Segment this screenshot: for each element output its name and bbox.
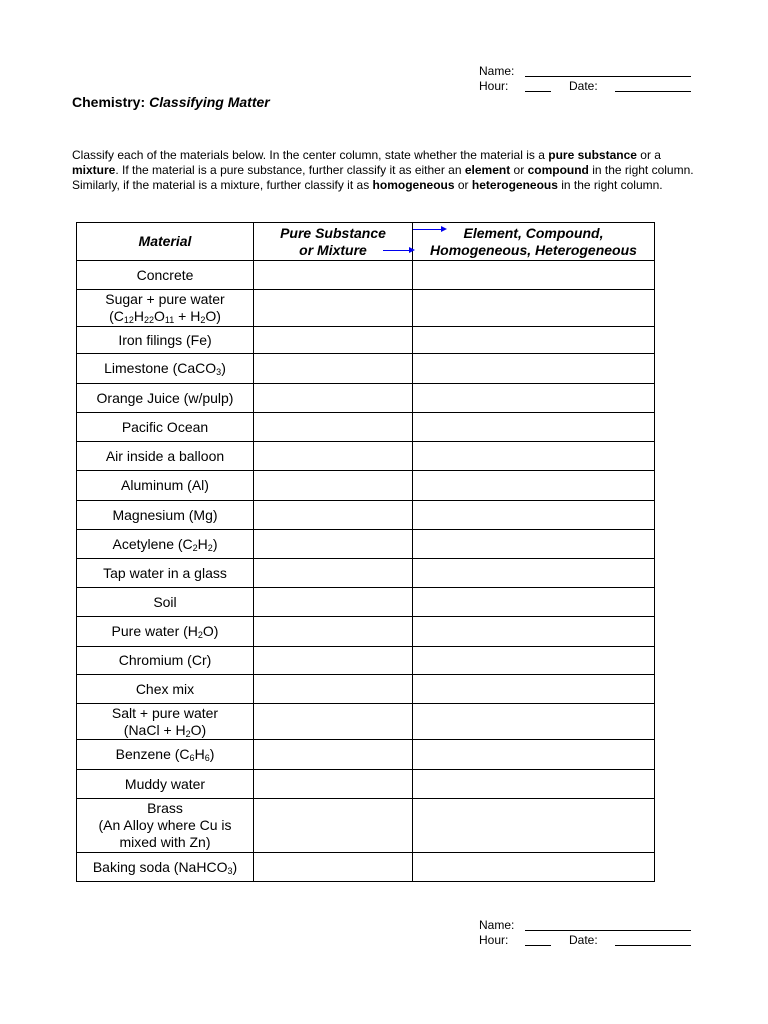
arrow-right-icon <box>413 229 445 230</box>
classification-answer-cell[interactable] <box>413 413 655 442</box>
table-row <box>77 384 655 413</box>
instr-text: or <box>454 178 472 192</box>
classification-answer-cell[interactable] <box>413 799 655 853</box>
name-field[interactable] <box>525 64 691 77</box>
material-cell: Chromium (Cr) <box>77 647 254 675</box>
material-cell: Chex mix <box>77 675 254 704</box>
table-row <box>77 354 655 384</box>
classification-answer-cell[interactable] <box>413 559 655 588</box>
material-cell: Concrete <box>77 261 254 290</box>
table-row <box>77 442 655 471</box>
classification-answer-cell[interactable] <box>413 530 655 559</box>
pure-or-mixture-answer-cell[interactable] <box>254 261 413 290</box>
material-cell: Benzene $(C_6H_6)$ <box>77 740 254 770</box>
material-cell: Muddy water <box>77 770 254 799</box>
material-cell: Tap water in a glass <box>77 559 254 588</box>
table-row <box>77 471 655 501</box>
classification-answer-cell[interactable] <box>413 442 655 471</box>
header-pm-line2: or Mixture <box>299 241 367 258</box>
classification-answer-cell[interactable] <box>413 354 655 384</box>
header-ec-line1: Element, Compound, <box>463 224 604 241</box>
date-field[interactable] <box>615 79 691 92</box>
name-label: Name: <box>479 918 515 932</box>
pure-or-mixture-answer-cell[interactable] <box>254 501 413 530</box>
pure-or-mixture-answer-cell[interactable] <box>254 617 413 647</box>
instr-bold: pure substance <box>548 148 637 162</box>
material-cell: Air inside a balloon <box>77 442 254 471</box>
hour-field[interactable] <box>525 933 551 946</box>
instructions <box>72 148 708 193</box>
instr-text: Classify each of the materials below. In the center column, state whether the material is a <box>72 148 549 162</box>
table-row <box>77 261 655 290</box>
instr-bold: heterogeneous <box>471 178 558 192</box>
classification-answer-cell[interactable] <box>413 327 655 354</box>
table-row <box>77 647 655 675</box>
material-cell: Magnesium (Mg) <box>77 501 254 530</box>
pure-or-mixture-answer-cell[interactable] <box>254 413 413 442</box>
pure-or-mixture-answer-cell[interactable] <box>254 770 413 799</box>
header-classification <box>413 223 655 261</box>
material-cell: Iron filings (Fe) <box>77 327 254 354</box>
classification-answer-cell[interactable] <box>413 261 655 290</box>
pure-or-mixture-answer-cell[interactable] <box>254 559 413 588</box>
material-cell: Aluminum (Al) <box>77 471 254 501</box>
material-cell: Baking soda (NaHCO$_3$) <box>77 853 254 882</box>
table-row <box>77 740 655 770</box>
pure-or-mixture-answer-cell[interactable] <box>254 799 413 853</box>
pure-or-mixture-answer-cell[interactable] <box>254 327 413 354</box>
material-cell: Orange Juice (w/pulp) <box>77 384 254 413</box>
classification-answer-cell[interactable] <box>413 675 655 704</box>
title-sub: Classifying Matter <box>149 94 270 110</box>
material-cell: Acetylene $(C_2H_2)$ <box>77 530 254 559</box>
hour-label: Hour: <box>479 933 509 947</box>
name-field[interactable] <box>525 918 691 931</box>
instr-text: in the right column. Similarly, if the material is a mixture, further classify it as <box>72 163 694 192</box>
date-label: Date: <box>569 933 598 947</box>
pure-or-mixture-answer-cell[interactable] <box>254 442 413 471</box>
table-row <box>77 530 655 559</box>
table-row <box>77 770 655 799</box>
pure-or-mixture-answer-cell[interactable] <box>254 853 413 882</box>
header-ec-line2: Homogeneous, Heterogeneous <box>430 241 637 258</box>
classification-answer-cell[interactable] <box>413 704 655 740</box>
pure-or-mixture-answer-cell[interactable] <box>254 704 413 740</box>
instr-text: or <box>510 163 528 177</box>
date-label: Date: <box>569 79 598 93</box>
table-row <box>77 327 655 354</box>
pure-or-mixture-answer-cell[interactable] <box>254 740 413 770</box>
pure-or-mixture-answer-cell[interactable] <box>254 675 413 704</box>
instr-text: . If the material is a pure substance, further classify it as either an <box>115 163 465 177</box>
page-title <box>72 94 270 110</box>
hour-label: Hour: <box>479 79 509 93</box>
instr-bold: homogeneous <box>372 178 455 192</box>
pure-or-mixture-answer-cell[interactable] <box>254 354 413 384</box>
table-row <box>77 704 655 740</box>
title-main: Chemistry: <box>72 94 146 110</box>
instr-bold: mixture <box>72 163 116 177</box>
header-pure-or-mixture <box>254 223 413 261</box>
instr-bold: compound <box>527 163 589 177</box>
pure-or-mixture-answer-cell[interactable] <box>254 471 413 501</box>
table-row <box>77 675 655 704</box>
instr-bold: element <box>464 163 511 177</box>
classification-answer-cell[interactable] <box>413 770 655 799</box>
header-pm-line1: Pure Substance <box>280 224 386 241</box>
table-row <box>77 853 655 882</box>
material-cell: Sugar + pure water $(C_{12}H_{22}O_{11} + H_2O)$ <box>77 290 254 327</box>
material-cell: Pure water $(H_2O)$ <box>77 617 254 647</box>
material-cell: Limestone (CaCO$_3$) <box>77 354 254 384</box>
classification-answer-cell[interactable] <box>413 384 655 413</box>
header-material: Material <box>77 223 254 261</box>
table-row <box>77 501 655 530</box>
material-cell: Brass (An Alloy where Cu is mixed with Zn) <box>77 799 254 853</box>
material-cell: Pacific Ocean <box>77 413 254 442</box>
material-cell: Soil <box>77 588 254 617</box>
classification-answer-cell[interactable] <box>413 740 655 770</box>
instr-text: in the right column. <box>557 178 663 192</box>
table-row <box>77 559 655 588</box>
table-header-row <box>77 223 655 261</box>
pure-or-mixture-answer-cell[interactable] <box>254 384 413 413</box>
date-field[interactable] <box>615 933 691 946</box>
table-row <box>77 799 655 853</box>
table-row <box>77 617 655 647</box>
hour-field[interactable] <box>525 79 551 92</box>
classification-answer-cell[interactable] <box>413 853 655 882</box>
table-row <box>77 413 655 442</box>
table-row <box>77 588 655 617</box>
table-row <box>77 290 655 327</box>
arrow-right-icon <box>383 250 413 251</box>
pure-or-mixture-answer-cell[interactable] <box>254 290 413 327</box>
classification-answer-cell[interactable] <box>413 290 655 327</box>
classification-answer-cell[interactable] <box>413 588 655 617</box>
classification-table <box>76 222 655 882</box>
classification-answer-cell[interactable] <box>413 501 655 530</box>
pure-or-mixture-answer-cell[interactable] <box>254 530 413 559</box>
classification-answer-cell[interactable] <box>413 471 655 501</box>
classification-answer-cell[interactable] <box>413 647 655 675</box>
material-cell: Salt + pure water (NaCl + $H_2O$) <box>77 704 254 740</box>
name-label: Name: <box>479 64 515 78</box>
classification-answer-cell[interactable] <box>413 617 655 647</box>
instr-text: or a <box>636 148 661 162</box>
pure-or-mixture-answer-cell[interactable] <box>254 647 413 675</box>
pure-or-mixture-answer-cell[interactable] <box>254 588 413 617</box>
